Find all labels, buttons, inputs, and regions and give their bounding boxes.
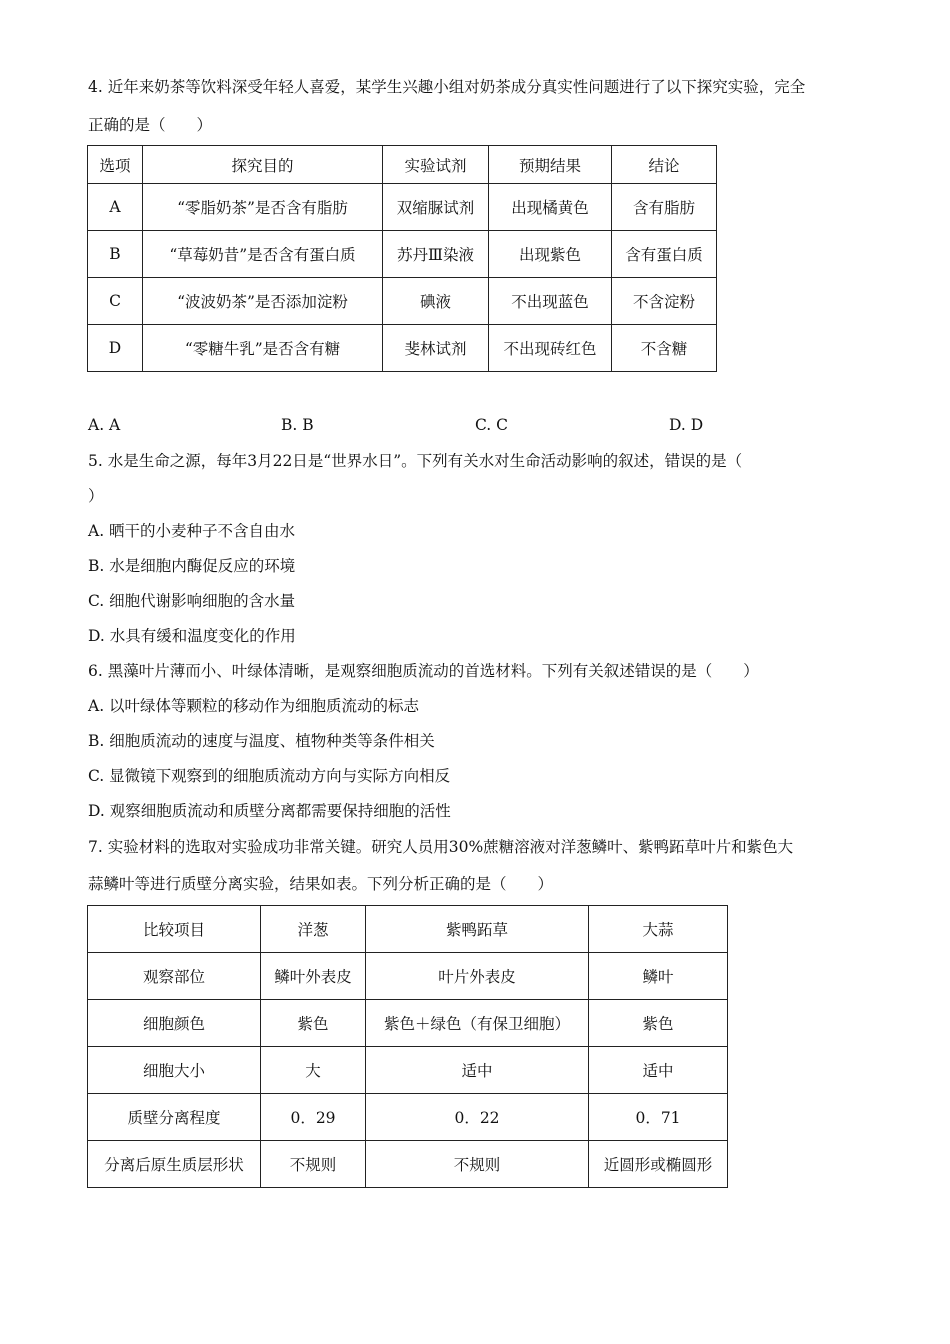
table-header-cell: 比较项目 [88, 906, 261, 953]
table-cell: B [88, 231, 143, 278]
table-cell: “零脂奶茶”是否含有脂肪 [143, 184, 383, 231]
table-header-cell: 实验试剂 [383, 146, 489, 184]
table-cell: “零糖牛乳”是否含有糖 [143, 325, 383, 372]
table-cell: 分离后原生质层形状 [88, 1141, 261, 1188]
table-row [88, 1141, 728, 1188]
table-cell: “草莓奶昔”是否含有蛋白质 [143, 231, 383, 278]
table-cell: 双缩脲试剂 [383, 184, 489, 231]
table-header-cell: 大蒜 [589, 906, 728, 953]
table-row [88, 325, 717, 372]
table-cell: 紫色 [261, 1000, 366, 1047]
table-cell: 鳞叶外表皮 [261, 953, 366, 1000]
table-cell: 0．71 [589, 1094, 728, 1141]
table-cell: 叶片外表皮 [366, 953, 589, 1000]
q4-option-b[interactable]: B. B [281, 416, 314, 434]
table-row [88, 1000, 728, 1047]
q5-option-b[interactable]: B. 水是细胞内酶促反应的环境 [88, 557, 296, 575]
q5-stem-line1: 5. 水是生命之源，每年3月22日是“世界水日”。下列有关水对生命活动影响的叙述，错误的是（ [88, 452, 743, 470]
table-cell: 细胞大小 [88, 1047, 261, 1094]
table-cell: 细胞颜色 [88, 1000, 261, 1047]
q5-option-a[interactable]: A. 晒干的小麦种子不含自由水 [88, 522, 296, 540]
q6-option-d[interactable]: D. 观察细胞质流动和质壁分离都需要保持细胞的活性 [88, 802, 451, 820]
q4-option-c[interactable]: C. C [475, 416, 509, 434]
table-cell: 质壁分离程度 [88, 1094, 261, 1141]
table-row [88, 1047, 728, 1094]
q5-option-c[interactable]: C. 细胞代谢影响细胞的含水量 [88, 592, 296, 610]
table-row [88, 1094, 728, 1141]
table-cell: 鳞叶 [589, 953, 728, 1000]
q4-stem-line1: 4. 近年来奶茶等饮料深受年轻人喜爱，某学生兴趣小组对奶茶成分真实性问题进行了以下探究实验，完全 [88, 78, 806, 96]
table-cell: 不规则 [366, 1141, 589, 1188]
table-header-cell: 紫鸭跖草 [366, 906, 589, 953]
table-cell: 适中 [366, 1047, 589, 1094]
table-row [88, 278, 717, 325]
q4-stem-line2: 正确的是（ ） [88, 116, 213, 134]
table-header-row [88, 906, 728, 953]
table-cell: A [88, 184, 143, 231]
table-cell: 含有蛋白质 [612, 231, 717, 278]
q4-option-d[interactable]: D. D [669, 416, 704, 434]
table-cell: 0．29 [261, 1094, 366, 1141]
table-cell: 观察部位 [88, 953, 261, 1000]
table-cell: 紫色＋绿色（有保卫细胞） [366, 1000, 589, 1047]
table-cell: 不规则 [261, 1141, 366, 1188]
table-header-cell: 选项 [88, 146, 143, 184]
q7-stem-line2: 蒜鳞叶等进行质壁分离实验，结果如表。下列分析正确的是（ ） [88, 875, 554, 893]
table-cell: D [88, 325, 143, 372]
table-header-cell: 探究目的 [143, 146, 383, 184]
table-cell: 不出现砖红色 [489, 325, 612, 372]
table-cell: 出现紫色 [489, 231, 612, 278]
q7-stem-line1: 7. 实验材料的选取对实验成功非常关键。研究人员用30%蔗糖溶液对洋葱鳞叶、紫鸭跖草叶片和紫色大 [88, 838, 794, 856]
table-header-cell: 预期结果 [489, 146, 612, 184]
q6-option-c[interactable]: C. 显微镜下观察到的细胞质流动方向与实际方向相反 [88, 767, 451, 785]
table-cell: 近圆形或椭圆形 [589, 1141, 728, 1188]
table-cell: C [88, 278, 143, 325]
table-cell: 不含淀粉 [612, 278, 717, 325]
table-cell: 适中 [589, 1047, 728, 1094]
table-row [88, 231, 717, 278]
table-cell: 含有脂肪 [612, 184, 717, 231]
table-cell: 斐林试剂 [383, 325, 489, 372]
table-cell: 不出现蓝色 [489, 278, 612, 325]
table-row [88, 953, 728, 1000]
q4-table [87, 145, 717, 372]
table-cell: 碘液 [383, 278, 489, 325]
q6-stem: 6. 黑藻叶片薄而小、叶绿体清晰，是观察细胞质流动的首选材料。下列有关叙述错误的是（ ） [88, 662, 759, 680]
q5-option-d[interactable]: D. 水具有缓和温度变化的作用 [88, 627, 296, 645]
table-cell: 0．22 [366, 1094, 589, 1141]
table-cell: 紫色 [589, 1000, 728, 1047]
q7-table [87, 905, 728, 1188]
q6-option-a[interactable]: A. 以叶绿体等颗粒的移动作为细胞质流动的标志 [88, 697, 420, 715]
table-cell: 出现橘黄色 [489, 184, 612, 231]
q5-stem-line2: ） [88, 487, 104, 505]
table-header-row [88, 146, 717, 184]
table-cell: 不含糖 [612, 325, 717, 372]
q4-option-a[interactable]: A. A [88, 416, 121, 434]
table-cell: 大 [261, 1047, 366, 1094]
table-cell: 苏丹Ⅲ染液 [383, 231, 489, 278]
q6-option-b[interactable]: B. 细胞质流动的速度与温度、植物种类等条件相关 [88, 732, 435, 750]
table-cell: “波波奶茶”是否添加淀粉 [143, 278, 383, 325]
table-header-cell: 结论 [612, 146, 717, 184]
table-row [88, 184, 717, 231]
table-header-cell: 洋葱 [261, 906, 366, 953]
